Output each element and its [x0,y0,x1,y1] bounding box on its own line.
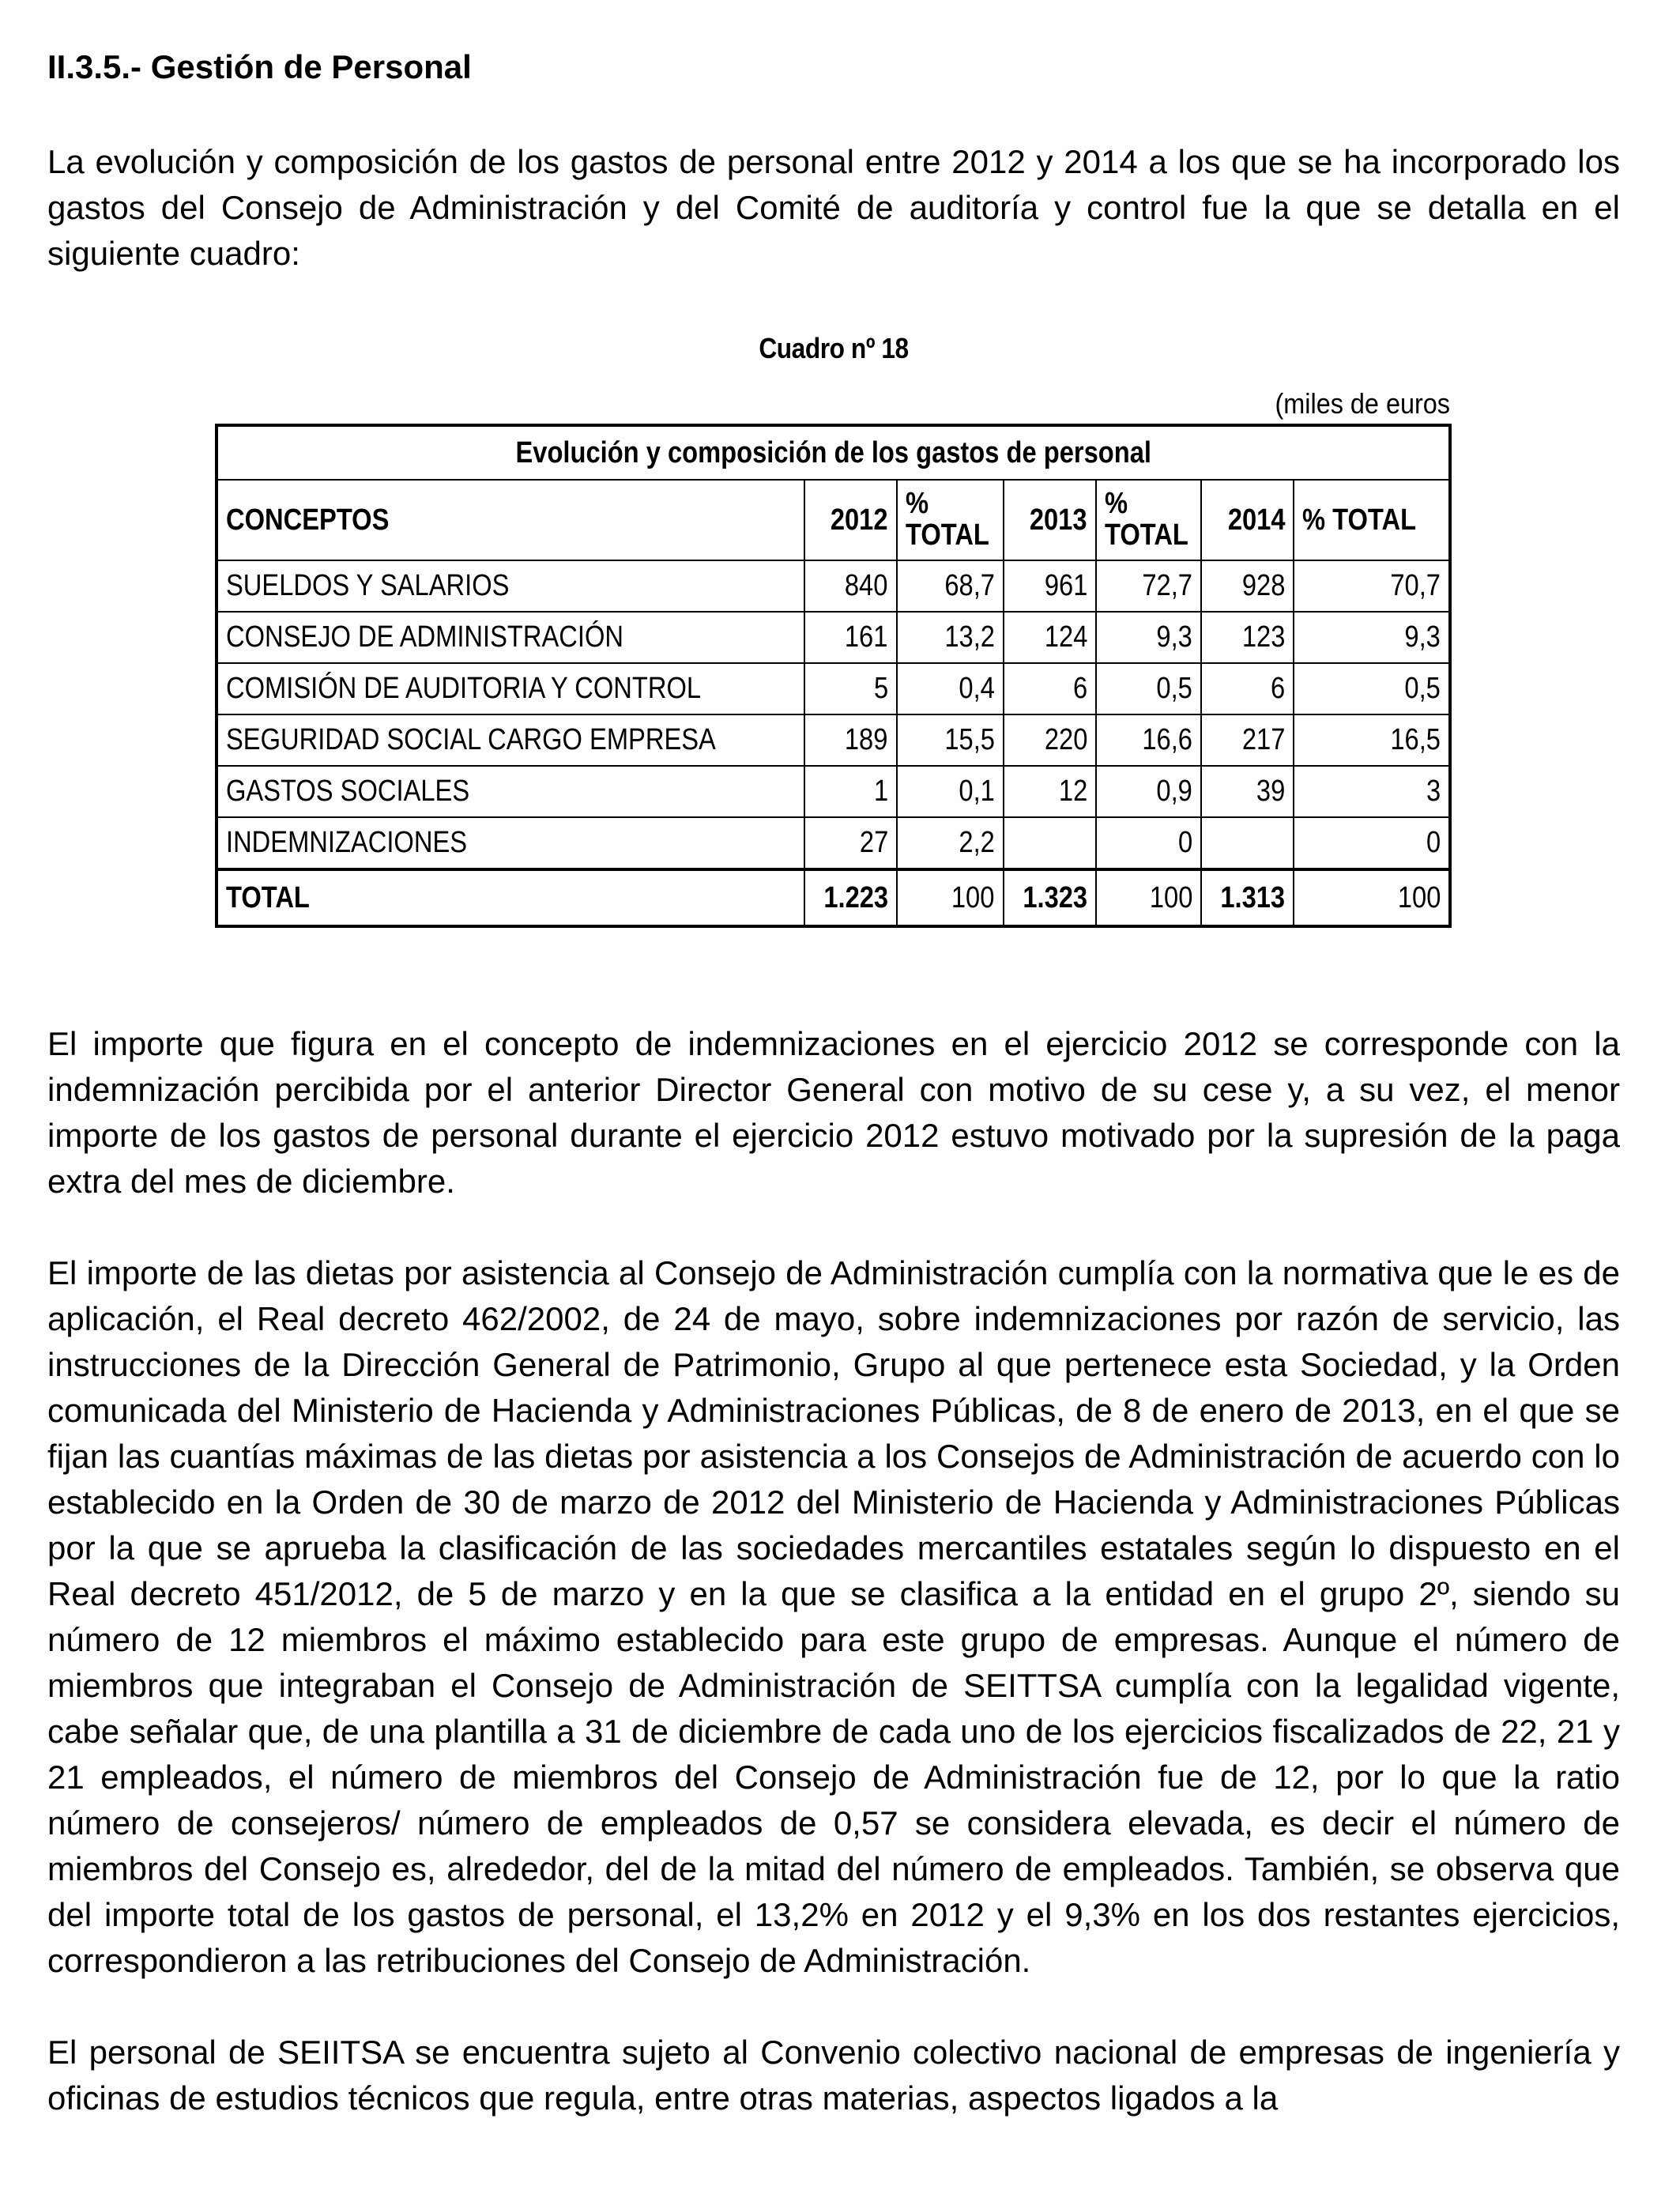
table-caption: Cuadro nº 18 [759,332,909,364]
total-2012: 1.223 [804,869,897,926]
intro-paragraph: La evolución y composición de los gastos de personal entre 2012 y 2014 a los que se ha incorporado los gastos del Consejo de Administración y del Comité de auditoría y control fue la que se detalla en el siguiente cuadro: [47,143,1620,272]
cell-2013: 12 [1004,766,1096,817]
cell-2012: 27 [804,817,897,869]
header-2013: 2013 [1004,480,1096,560]
cell-pct-2012: 13,2 [897,612,1004,663]
cell-pct-2014: 16,5 [1294,714,1450,766]
cell-pct-2014: 3 [1294,766,1450,817]
cell-2013: 124 [1004,612,1096,663]
cell-2012: 161 [804,612,897,663]
table-row [217,817,1450,869]
cell-2012: 840 [804,560,897,612]
table-units: (miles de euros [1275,387,1450,420]
cell-pct-2013: 72,7 [1096,560,1201,612]
total-pct-2014: 100 [1294,869,1450,926]
total-pct-2013: 100 [1096,869,1201,926]
cell-pct-2013: 0 [1096,817,1201,869]
row-concept: INDEMNIZACIONES [217,817,804,869]
cell-2014: 39 [1201,766,1294,817]
table-header-row [217,480,1450,560]
total-label: TOTAL [217,869,804,926]
cell-pct-2012: 0,1 [897,766,1004,817]
header-pct-2012: % TOTAL [897,480,1004,560]
table-row [217,560,1450,612]
section-title: II.3.5.- Gestión de Personal [47,48,472,85]
cell-pct-2012: 68,7 [897,560,1004,612]
cell-pct-2013: 0,9 [1096,766,1201,817]
header-pct-2013: % TOTAL [1096,480,1201,560]
cell-2013: 220 [1004,714,1096,766]
table-row [217,766,1450,817]
table-row [217,663,1450,714]
personnel-expenses-table [215,424,1452,928]
cell-2014 [1201,817,1294,869]
row-concept: CONSEJO DE ADMINISTRACIÓN [217,612,804,663]
cell-pct-2012: 15,5 [897,714,1004,766]
cell-pct-2012: 0,4 [897,663,1004,714]
dietas-paragraph: El importe de las dietas por asistencia al Consejo de Administración cumplía con la normativa que le es de aplicación, el Real decreto 462/2002, de 24 de mayo, sobre indemnizaciones por razón de servicio, las instrucciones de la Dirección General de Patrimonio, Grupo al que pertenece esta Sociedad, y la Orden comunicada del Ministerio de Hacienda y Administraciones Públicas, de 8 de enero de 2013, en el que se fijan las cuantías máximas de las dietas por asistencia a los Consejos de Administración de acuerdo con lo establecido en la Orden de 30 de marzo de 2012 del Ministerio de Hacienda y Administraciones Públicas por la que se aprueba la clasificación de las sociedades mercantiles estatales según lo dispuesto en el Real decreto 451/2012, de 5 de marzo y en la que se clasifica a la entidad en el grupo 2º, siendo su número de 12 miembros el máximo establecido para este grupo de empresas. Aunque el número de miembros que integraban el Consejo de Administración de SEITTSA cumplía con la legalidad vigente, cabe señalar que, de una plantilla a 31 de diciembre de cada uno de los ejercicios fiscalizados de 22, 21 y 21 empleados, el número de miembros del Consejo de Administración fue de 12, por lo que la ratio número de consejeros/ número de empleados de 0,57 se considera elevada, es decir el número de miembros del Consejo es, alrededor, del de la mitad del número de empleados. También, se observa que del importe total de los gastos de personal, el 13,2% en 2012 y el 9,3% en los dos restantes ejercicios, correspondieron a las retribuciones del Consejo de Administración. [47,1254,1620,1979]
total-2013: 1.323 [1004,869,1096,926]
cell-2014: 6 [1201,663,1294,714]
total-2014: 1.313 [1201,869,1294,926]
table-row [217,714,1450,766]
table-title: Evolución y composición de los gastos de personal [217,425,1450,480]
cell-pct-2014: 0 [1294,817,1450,869]
row-concept: SUELDOS Y SALARIOS [217,560,804,612]
header-2012: 2012 [804,480,897,560]
cell-pct-2013: 9,3 [1096,612,1201,663]
cell-pct-2012: 2,2 [897,817,1004,869]
cell-2014: 123 [1201,612,1294,663]
cell-pct-2014: 9,3 [1294,612,1450,663]
convenio-paragraph: El personal de SEIITSA se encuentra sujeto al Convenio colectivo nacional de empresas de ingeniería y oficinas de estudios técnicos que regula, entre otras materias, aspectos ligados a la [47,2034,1620,2117]
cell-2012: 1 [804,766,897,817]
table-title-row [217,425,1450,480]
cell-2014: 928 [1201,560,1294,612]
row-concept: COMISIÓN DE AUDITORIA Y CONTROL [217,663,804,714]
cell-pct-2014: 70,7 [1294,560,1450,612]
header-2014: 2014 [1201,480,1294,560]
cell-pct-2013: 0,5 [1096,663,1201,714]
cell-2013: 961 [1004,560,1096,612]
document-page [47,47,1620,2121]
cell-2012: 189 [804,714,897,766]
row-concept: GASTOS SOCIALES [217,766,804,817]
header-concepts: CONCEPTOS [217,480,804,560]
cell-2012: 5 [804,663,897,714]
table-row [217,612,1450,663]
indemnizaciones-paragraph: El importe que figura en el concepto de indemnizaciones en el ejercicio 2012 se corresponde con la indemnización percibida por el anterior Director General con motivo de su cese y, a su vez, el menor importe de los gastos de personal durante el ejercicio 2012 estuvo motivado por la supresión de la paga extra del mes de diciembre. [47,1025,1620,1200]
cell-2013 [1004,817,1096,869]
row-concept: SEGURIDAD SOCIAL CARGO EMPRESA [217,714,804,766]
header-pct-2014: % TOTAL [1294,480,1450,560]
cell-2014: 217 [1201,714,1294,766]
cell-2013: 6 [1004,663,1096,714]
cell-pct-2014: 0,5 [1294,663,1450,714]
table-total-row [217,869,1450,926]
cell-pct-2013: 16,6 [1096,714,1201,766]
total-pct-2012: 100 [897,869,1004,926]
